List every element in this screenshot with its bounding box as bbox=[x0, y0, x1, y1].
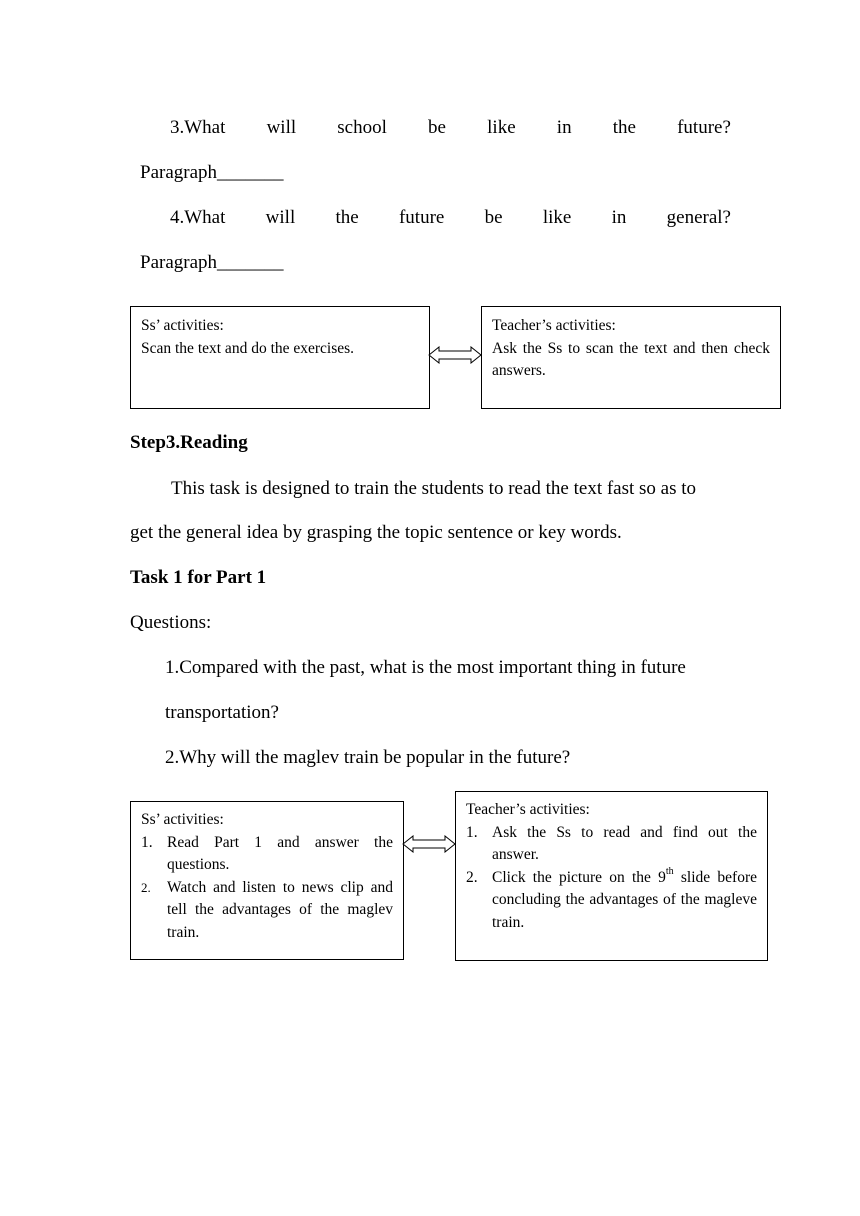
q3-word: school bbox=[337, 117, 387, 138]
teacher-activities-box-2 bbox=[455, 791, 768, 961]
teacher-activities-list bbox=[466, 822, 757, 935]
list-item bbox=[141, 832, 393, 877]
list-item bbox=[141, 877, 393, 945]
q4-word: will bbox=[265, 207, 296, 228]
list-number: 1. bbox=[466, 823, 478, 841]
list-item-text-after: slide before concluding the advantages of the magleve train. bbox=[492, 868, 757, 931]
ss-activities-list bbox=[141, 832, 393, 945]
question-1-line2: transportation? bbox=[165, 702, 279, 723]
q3-answer-label: Paragraph_______ bbox=[140, 162, 284, 183]
ss-activities-box bbox=[130, 306, 430, 409]
q4-answer-label: Paragraph_______ bbox=[140, 252, 284, 273]
question-4-line bbox=[170, 206, 731, 230]
q4-word: like bbox=[542, 207, 572, 228]
q3-word: in bbox=[556, 117, 572, 138]
q4-word: be bbox=[484, 207, 503, 228]
list-number: 1. bbox=[141, 833, 153, 851]
list-item-text-before: Click the picture on the 9 bbox=[492, 868, 666, 886]
q4-word: general? bbox=[666, 207, 731, 228]
step3-heading: Step3.Reading bbox=[130, 432, 248, 453]
list-item-text: Watch and listen to news clip and tell the advantages of the maglev train. bbox=[167, 878, 393, 941]
list-number: 2. bbox=[466, 868, 478, 886]
list-number: 2. bbox=[141, 879, 151, 895]
q3-word: be bbox=[428, 117, 446, 138]
double-arrow-icon bbox=[402, 835, 456, 853]
teacher-activities-title: Teacher’s activities: bbox=[492, 317, 616, 334]
task-heading: Task 1 for Part 1 bbox=[130, 567, 267, 588]
ss-activities-text: Scan the text and do the exercises. bbox=[141, 339, 355, 357]
q4-word: the bbox=[335, 207, 359, 228]
superscript: th bbox=[665, 866, 674, 878]
question-3-line bbox=[170, 116, 731, 140]
q4-word: future bbox=[398, 207, 445, 228]
q4-word: 4.What bbox=[170, 207, 226, 228]
q3-word: the bbox=[612, 117, 636, 138]
question-2: 2.Why will the maglev train be popular in the future? bbox=[165, 747, 571, 768]
teacher-activities-text: Ask the Ss to scan the text and then check answers. bbox=[492, 339, 770, 379]
teacher-activities-title-2: Teacher’s activities: bbox=[466, 801, 590, 818]
list-item-text: Read Part 1 and answer the questions. bbox=[167, 833, 393, 873]
list-item-text: Ask the Ss to read and find out the answer. bbox=[492, 823, 757, 863]
step3-paragraph-line2: get the general idea by grasping the topic sentence or key words. bbox=[130, 522, 622, 543]
q4-word: in bbox=[611, 207, 627, 228]
q3-word: future? bbox=[677, 117, 731, 138]
q3-word: will bbox=[266, 117, 297, 138]
list-item bbox=[466, 822, 757, 867]
teacher-activities-box bbox=[481, 306, 781, 409]
step3-paragraph-line1: This task is designed to train the students to read the text fast so as to bbox=[171, 478, 697, 499]
list-item bbox=[466, 867, 757, 935]
q3-word: like bbox=[487, 117, 516, 138]
double-arrow-icon bbox=[428, 346, 482, 364]
ss-activities-title-2: Ss’ activities: bbox=[141, 811, 224, 828]
question-1-line1: 1.Compared with the past, what is the most important thing in future bbox=[165, 657, 686, 678]
ss-activities-title: Ss’ activities: bbox=[141, 317, 224, 334]
questions-label: Questions: bbox=[130, 612, 212, 633]
q3-word: 3.What bbox=[170, 117, 226, 138]
ss-activities-box-2 bbox=[130, 801, 404, 960]
